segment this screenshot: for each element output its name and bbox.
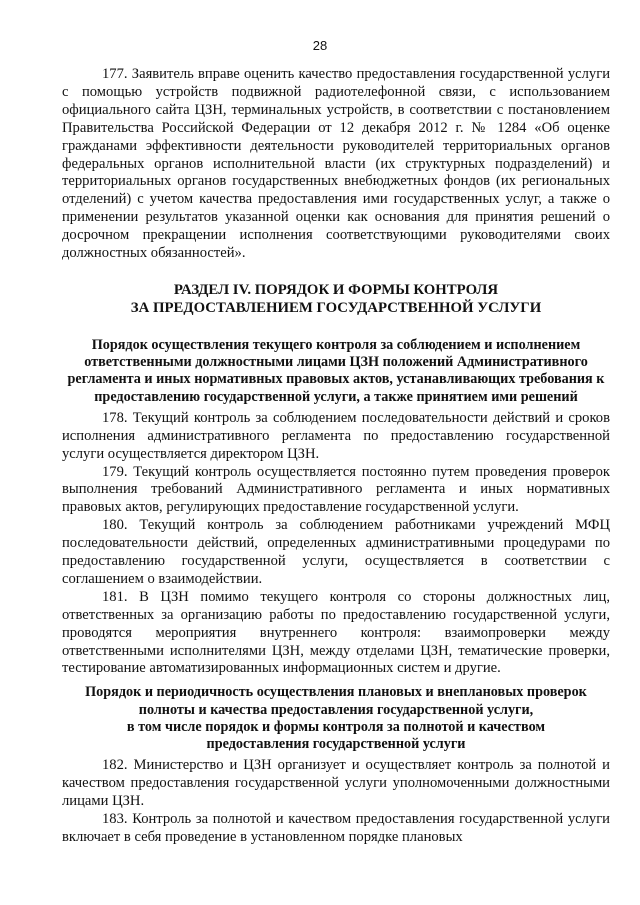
subheading-periodic-checks [62, 684, 610, 753]
paragraph-178: 178. Текущий контроль за соблюдением последовательности действий и сроков исполнения административного регламента по предоставлению государственной услуги осуществляется директором ЦЗН. [62, 409, 610, 462]
paragraph-181: 181. В ЦЗН помимо текущего контроля со стороны должностных лиц, ответственных за организацию работы по предоставлению государственной услуги, проводятся мероприятия внутреннего контроля: взаимопроверки между ответственными исполнителями ЦЗН, между отделами ЦЗН, тематические проверки, тестирование автоматизированных информационных систем и другие. [62, 588, 610, 677]
subheading-periodic-line-4: предоставления государственной услуги [206, 735, 466, 752]
section-heading-line-1: РАЗДЕЛ IV. ПОРЯДОК И ФОРМЫ КОНТРОЛЯ [173, 281, 499, 298]
paragraph-180: 180. Текущий контроль за соблюдением работниками учреждений МФЦ последовательности действий, определенных административными процедурами по предоставлению государственной услуги, осуществляется в соответствии с соглашением о взаимодействии. [62, 517, 610, 587]
paragraph-179: 179. Текущий контроль осуществляется постоянно путем проведения проверок выполнения требований Административного регламента и иных нормативных правовых актов, регулирующих предоставление государственной услуги. [62, 463, 610, 516]
page-number: 28 [312, 38, 328, 53]
subheading-current-control: Порядок осуществления текущего контроля за соблюдением и исполнением ответственными должностными лицами ЦЗН положений Административного регламента и иных нормативных правовых актов, устанавливающих требования к предоставлению государственной услуги, а также принятием ими решений [67, 336, 605, 405]
section-heading-line-2: ЗА ПРЕДОСТАВЛЕНИЕМ ГОСУДАРСТВЕННОЙ УСЛУГИ [130, 299, 542, 316]
subheading-periodic-line-1: Порядок и периодичность осуществления плановых и внеплановых проверок [85, 684, 587, 701]
document-body [62, 66, 610, 847]
paragraph-182: 182. Министерство и ЦЗН организует и осуществляет контроль за полнотой и качеством предоставления государственной услуги уполномоченными должностными лицами ЦЗН. [62, 757, 610, 809]
subheading-periodic-line-2: полноты и качества предоставления государственной услуги, [138, 701, 534, 718]
section-heading [62, 281, 610, 317]
paragraph-177: 177. Заявитель вправе оценить качество предоставления государственной услуги с помощью устройств подвижной радиотелефонной связи, с использованием официального сайта ЦЗН, терминальных устройств, в соответствии с постановлением Правительства Российской Федерации от 12 декабря 2012 г. № 1284 «Об оценке гражданами эффективности деятельности руководителей территориальных органов федеральных органов исполнительной власти (их структурных подразделений) и территориальных органов государственных внебюджетных фондов (их региональных отделений) с учетом качества предоставления ими государственных услуг, а также о применении результатов указанной оценки как основания для принятия решений о досрочном прекращении исполнения соответствующими руководителями своих должностных обязанностей». [62, 66, 610, 262]
paragraph-183: 183. Контроль за полнотой и качеством предоставления государственной услуги включает в себя проведение в установленном порядке плановых [62, 810, 610, 845]
subheading-periodic-line-3: в том числе порядок и формы контроля за полнотой и качеством [126, 718, 546, 735]
